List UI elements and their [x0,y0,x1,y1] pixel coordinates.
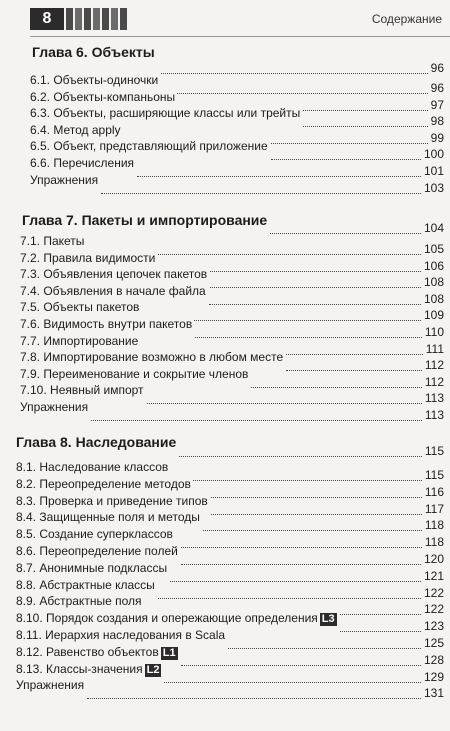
page-header [0,8,450,30]
toc-item-label [16,661,163,677]
toc-item-label [30,172,100,188]
toc-item [0,138,450,162]
toc-item [0,89,450,112]
toc-item-text: 7.4. Объявления в начале файла [20,283,206,298]
toc-item-page: 129 [423,669,444,684]
toc-item-label [20,382,146,398]
toc-item [0,526,450,550]
toc-item [0,122,450,145]
toc-item [0,509,450,533]
toc-item-page: 122 [423,602,444,617]
toc-item [0,543,450,566]
toc-item-page: 108 [423,291,444,306]
toc-item-label [30,105,302,121]
toc-item-text: 8.7. Анонимные подклассы [16,560,168,575]
toc-item-text: 8.13. Классы-значения [16,661,143,676]
toc-item [0,382,450,406]
toc-item [0,266,450,290]
toc-item-text: 8.6. Переопределение полей [16,544,178,558]
toc-item-page: 122 [423,585,444,600]
toc-item-page: 101 [423,164,444,178]
toc-item-page: 97 [430,97,444,112]
chapter-7-title-text: Глава 7. Пакеты и импортирование [22,212,268,228]
toc-item-text: Упражнения [30,172,99,187]
toc-item-label [16,560,169,576]
toc-item [0,155,450,178]
toc-item-text: 8.3. Проверка и приведение типов [16,493,208,508]
toc-item-page: 128 [423,652,444,667]
toc-item [0,476,450,499]
toc-item-text: 6.1. Объекты-одиночки [30,73,159,87]
toc-item [0,233,450,256]
toc-item-text: 7.1. Пакеты [20,234,85,248]
toc-item-text: 6.5. Объект, представляющий приложение [30,139,268,154]
level-badge: L1 [162,646,176,659]
toc-item-text: 7.9. Переименование и сокрытие членов [20,366,249,381]
toc-item-label [30,72,160,88]
toc-item [0,333,450,356]
header-divider [30,36,450,37]
toc-item-label [30,155,136,171]
level-badge: L3 [321,613,335,626]
toc-item-label [16,627,227,643]
toc-item [0,299,450,323]
toc-item [0,560,450,583]
toc-item-page: 108 [423,275,444,290]
toc-item-page: 115 [424,468,444,482]
toc-item-label [20,250,157,266]
chapter-8-title-text: Глава 8. Наследование [16,434,177,450]
toc-item-page: 110 [424,325,444,339]
toc-item [0,250,450,273]
toc-item-label [16,543,180,559]
toc-item [0,577,450,600]
toc-item-label [16,476,193,492]
toc-item-text: 8.8. Абстрактные классы [16,577,155,592]
toc-item-page: 105 [423,242,444,256]
chapter-8-title [0,434,450,458]
toc-item-text: 7.2. Правила видимости [20,250,156,265]
toc-item-label [30,89,177,105]
toc-item [0,661,450,684]
section-title: Содержание [371,12,442,26]
toc-item-page: 98 [430,114,444,129]
toc-item [0,283,450,306]
toc-item-page: 116 [424,484,444,499]
toc-item-page: 120 [423,552,444,566]
toc-item-label [16,610,339,626]
chapter-6-title-label [32,44,157,60]
toc-item [0,105,450,129]
chapter-8-title-page: 115 [424,444,444,458]
toc-item-page: 125 [423,636,444,650]
level-badge: L2 [146,663,160,676]
toc-item-text: 8.12. Равенство объектов [16,644,159,659]
toc-item-text: 6.2. Объекты-компаньоны [30,89,176,104]
toc-item-label [16,526,175,542]
chapter-7-title-label [22,212,269,228]
toc-item [0,316,450,339]
leader-dots [179,440,422,457]
toc-item-text: Упражнения [16,678,85,693]
chapter-7-title-page: 104 [423,221,444,235]
toc-item-label [16,577,157,593]
toc-item-page: 113 [424,391,444,406]
toc-item-page: 99 [430,130,444,145]
chapter-6-title [0,44,450,75]
toc-item-page: 100 [423,147,444,162]
toc-item-text: 8.10. Порядок создания и опережающие определения [16,611,318,626]
toc-item-text: 8.5. Создание суперклассов [16,527,173,542]
toc-item-text: 6.3. Объекты, расширяющие классы или трейты [30,106,301,121]
toc-item-label [20,333,140,349]
chapter-6-title-page: 96 [430,61,444,75]
toc-item [0,677,450,701]
toc-item [0,610,450,634]
toc-item-text: 8.4. Защищенные поля и методы [16,510,200,525]
toc-item-page: 109 [423,308,444,323]
toc-item-label [20,283,208,299]
toc-item-label [30,138,270,154]
leader-dots [91,404,422,421]
toc-item [0,172,450,195]
leader-dots [101,177,421,194]
toc-item-page: 112 [424,358,444,373]
toc-item-label [16,677,86,693]
toc-item [0,627,450,650]
toc-item-page: 123 [423,619,444,634]
toc-item-page: 118 [424,535,444,550]
toc-item-label [20,299,141,315]
chapter-8-title-label [16,434,178,450]
toc-item-label [20,233,86,249]
toc-item [0,644,450,667]
toc-item-text: 6.6. Перечисления [30,156,135,170]
toc-item-text: 7.3. Объявления цепочек пакетов [20,267,208,282]
chapter-7-title [0,212,450,235]
toc-item-text: 7.10. Неявный импорт [20,383,144,398]
toc-item-label [16,509,202,525]
toc-item [0,72,450,95]
toc-item-page: 106 [423,258,444,273]
toc-item-text: 8.9. Абстрактные поля [16,594,142,609]
toc-item-text: 7.6. Видимость внутри пакетов [20,317,193,331]
toc-item-text: 8.11. Иерархия наследования в Scala [16,628,226,642]
toc-item-text: 7.5. Объекты пакетов [20,300,140,315]
toc-item-text: 7.7. Импортирование [20,333,139,348]
toc-item [0,593,450,617]
leader-dots [87,682,421,699]
toc-item-label [16,644,180,660]
toc-item [0,366,450,389]
toc-item-label [20,316,194,332]
header-decoration [66,8,127,30]
toc-item-label [20,266,209,282]
toc-item-label [30,122,123,138]
toc-item-label [16,459,170,475]
toc-item [0,459,450,482]
toc-item-text: 7.8. Импортирование возможно в любом месте [20,350,284,365]
chapter-6-title-text: Глава 6. Объекты [32,44,155,60]
toc-item-page: 121 [423,568,444,583]
toc-item-text: 8.2. Переопределение методов [16,476,191,491]
toc-item [0,399,450,422]
toc-item-text: 6.4. Метод apply [30,122,121,137]
toc-item-page: 118 [424,518,444,533]
toc-item-label [16,493,210,509]
toc-item-page: 117 [424,501,444,516]
toc-item-text: 8.1. Наследование классов [16,460,169,474]
leader-dots [270,217,421,234]
toc-item-page: 131 [423,686,444,701]
toc-item-label [20,399,90,415]
toc-item-label [16,593,143,609]
toc-item-page: 103 [423,180,444,195]
toc-item-page: 113 [424,408,444,422]
toc-item-label [20,349,285,365]
toc-item [0,493,450,516]
toc-item [0,349,450,373]
page-number: 8 [30,8,64,30]
toc-item-text: Упражнения [20,400,89,414]
toc-item-page: 96 [430,81,444,95]
toc-item-page: 112 [424,374,444,389]
toc-item-label [20,366,250,382]
toc-item-page: 111 [425,341,444,356]
